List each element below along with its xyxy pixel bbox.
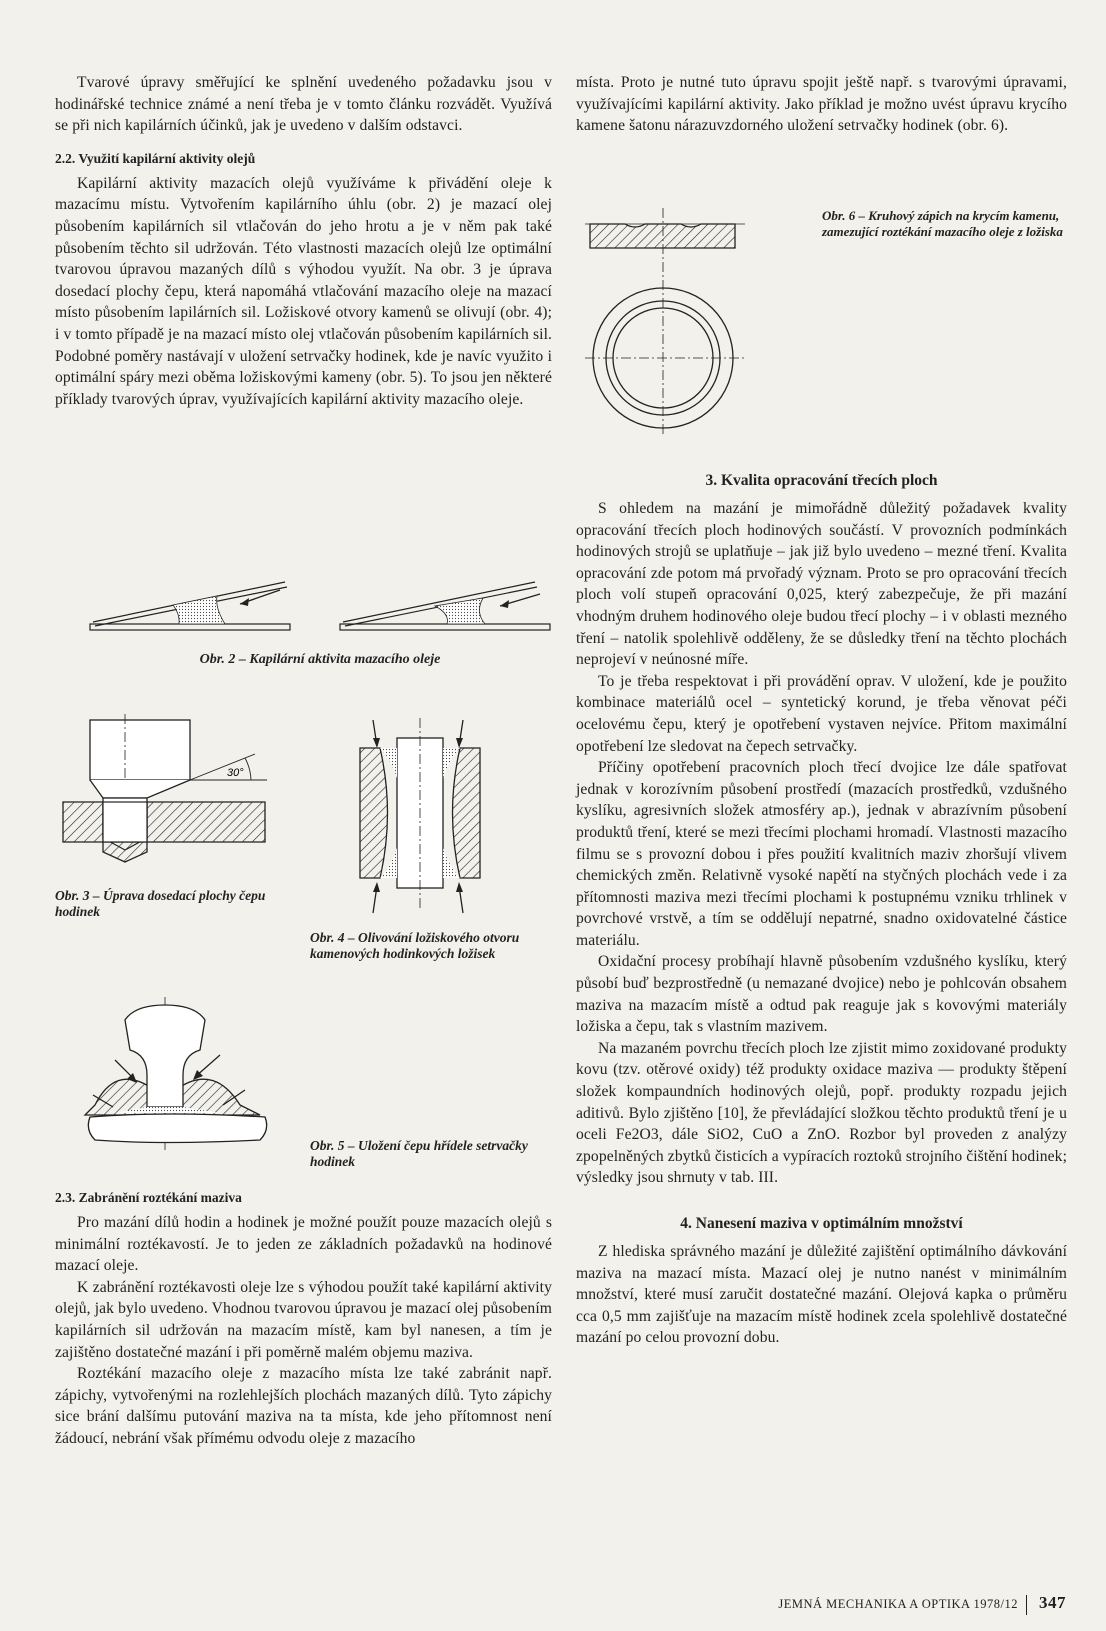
right-column xyxy=(576,72,1067,137)
page-number: 347 xyxy=(1039,1593,1066,1612)
figure-2 xyxy=(85,578,555,668)
paragraph-continued: místa. Proto je nutné tuto úpravu spojit ještě např. s tvarovými úpravami, využívajícími kapilární aktivity. Jako příklad je možno uvést úpravu krycího kamene šatonu nárazuvzdorného uložení setrvačky hodinek (obr. 6). xyxy=(576,74,1067,135)
figure-5 xyxy=(55,995,295,1155)
figure-4 xyxy=(355,718,485,918)
heading-3: 3. Kvalita opracování třecích ploch xyxy=(705,472,938,489)
paragraph-2-3-a: Pro mazání dílů hodin a hodinek je možné použít pouze mazacích olejů s minimální roztékavostí. Je to jeden ze základních požadavků na hodinové mazací oleje. xyxy=(55,1214,552,1275)
page-footer xyxy=(778,1593,1066,1615)
left-column-bottom xyxy=(55,1190,552,1450)
paragraph-4: Z hlediska správného mazání je důležité zajištění optimálního dávkování maziva na mazací místa. Mazací olej je nutno nanést v minimálním množství, které musí zaručit dostatečné mazání. Olejová kapka o průměru cca 0,5 mm zajišťuje na mazacím místě hodinek zcela spolehlivě dostatečné mazání po celou provozní dobu. xyxy=(576,1243,1067,1347)
figure-6-drawing xyxy=(585,208,755,438)
figure-6 xyxy=(585,208,755,438)
paragraph-3-e: Na mazaném povrchu třecích ploch lze zjistit mimo zoxidované produkty kovu (tzv. otěrové oxidy) též produkty oxidace maziva — produkty štěpení složek kompaundních hodinových olejů, popř. produkty rozpadu jejich aditivů. Bylo zjištěno [10], že převládající složkou těchto produktů tření je u oceli Fe2O3, dále SiO2, CuO a ZnO. Rozbor byl proveden z analýzy zpopelněných zbytků čisticích a vypíracích roztoků strojního čištění hodinek; výsledky jsou shrnuty v tab. III. xyxy=(576,1039,1067,1187)
figure-3 xyxy=(55,712,305,920)
figure-5-drawing xyxy=(55,995,295,1155)
heading-2-3: 2.3. Zabránění roztékání maziva xyxy=(55,1190,242,1205)
caption-figure-5: Obr. 5 – Uložení čepu hřídele setrvačky hodinek xyxy=(310,1138,528,1169)
figure-3-angle-label: 30° xyxy=(227,767,244,779)
figure-4-drawing xyxy=(355,718,485,918)
heading-4: 4. Nanesení maziva v optimálním množství xyxy=(680,1215,963,1232)
footer-divider xyxy=(1026,1595,1027,1615)
journal-name: JEMNÁ MECHANIKA A OPTIKA 1978/12 xyxy=(778,1597,1018,1611)
left-column xyxy=(55,72,552,410)
paragraph-3-d: Oxidační procesy probíhají hlavně působením vzdušného kyslíku, který působí buď bezprostředně (u nemazané dvojice) nebo je pohlcován obsahem maziva na mazacím místě a odtud pak reaguje jak s kovovými materiály ložiska a čepu, tak s vlastním mazivem. xyxy=(576,953,1067,1036)
paragraph-2-3-c: Roztékání mazacího oleje z mazacího místa lze také zabránit např. zápichy, vytvořenými na rozlehlejších plochách mazaných dílů. Tyto zápichy sice brání dalšímu putování maziva na ta místa, kde jeho přítomnost není žádoucí, nebrání však přímému odvodu oleje z mazacího xyxy=(55,1365,552,1447)
caption-figure-3: Obr. 3 – Úprava dosedací plochy čepu hodinek xyxy=(55,888,266,919)
caption-figure-2: Obr. 2 – Kapilární aktivita mazacího oleje xyxy=(199,652,441,667)
caption-figure-6: Obr. 6 – Kruhový zápich na krycím kamenu, zamezující roztékání mazacího oleje z ložiska xyxy=(822,208,1063,239)
caption-figure-4: Obr. 4 – Olivování ložiskového otvoru kamenových hodinkových ložisek xyxy=(310,930,520,961)
figure-2-drawing xyxy=(85,578,555,650)
paragraph-intro: Tvarové úpravy směřující ke splnění uvedeného požadavku jsou v hodinářské technice známé a není třeba je v tomto článku rozvádět. Využívá se při nich kapilárních účinků, jak je uvedeno v dalším odstavci. xyxy=(55,74,552,135)
paragraph-3-a: S ohledem na mazání je mimořádně důležitý požadavek kvality opracování třecích ploch hodinových součástí. V provozních podmínkách hodinových strojů se uplatňuje – jak již bylo uvedeno – mezné tření. Kvalita opracování zde potom má prvořadý význam. Proto se pro opracování třecích ploch volí stupeň opracování 0,025, který zabezpečuje, že při mazání vhodným druhem hodinového oleje budou třecí plochy – i v oblasti mezného tření – natolik spolehlivě odděleny, že se důsledky tření na těchto plochách neprojeví v neúnosné míře. xyxy=(576,500,1067,669)
paragraph-3-b: To je třeba respektovat i při provádění oprav. V uložení, kde je použito kombinace materiálů ocel – syntetický korund, je třeba věnovat péči ocelovému čepu, který je opotřebení vystaven nejvíce. Přitom maximální opotřebení lze sledovat na čepech setrvačky. xyxy=(576,672,1067,755)
paragraph-2-3-b: K zabránění roztékavosti oleje lze s výhodou použít také kapilární aktivity olejů, jak bylo uvedeno. Vhodnou tvarovou úpravou je mazací olej působením kapilárních sil udržován na mazacím místě, kam byl nanesen, a tím je zajištěno dostatečné mazání i při poměrně malém objemu maziva. xyxy=(55,1278,552,1361)
heading-2-2: 2.2. Využití kapilární aktivity olejů xyxy=(55,150,256,166)
figure-3-drawing xyxy=(55,712,305,882)
paragraph-2-2: Kapilární aktivity mazacích olejů využíváme k přivádění oleje k mazacímu místu. Vytvořením kapilárního úhlu (obr. 2) je mazací olej působením kapilárních sil vtlačován do jeho hrotu a je v něm pak také působením těchto sil udržován. Této vlastnosti mazacích olejů lze optimální tvarovou úpravou mazaných dílů s výhodou využít. Na obr. 3 je úprava dosedací plochy čepu, která napomáhá vtlačování mazacího oleje na mazací místo působením lapilárních sil. Ložiskové otvory kamenů se olivují (obr. 4); i v tomto případě je na mazací místo olej vtlačován působením kapilárních sil. Podobné poměry nastávají v uložení setrvačky hodinek, kde je navíc využito i optimální spáry mezi oběma ložiskovými kameny (obr. 5). To jsou jen některé příklady tvarových úprav, využívajících kapilární aktivity mazacího oleje. xyxy=(55,174,552,408)
paragraph-3-c: Příčiny opotřebení pracovních ploch třecí dvojice lze dále spatřovat jednak v korozívním působení prostředí (mazacích prostředků, vzdušného kyslíku, agresivních složek atmosféry ap.), jednak v abrazívním působení produktů tření, které se mezi třecími plochami hromadí. Vlastnosti mazacího filmu se s provozní dobou i přes použití kvalitních maziv zhoršují vlivem chemických změn. Relativně vysoké napětí na styčných plochách vede i za přítomnosti maziva mezi třecími plochami k postupnému vzniku trhlinek v povrchové vrstvě, a tím se oddělují nepatrné, snadno oxidovatelné částice materiálu. xyxy=(576,759,1067,949)
right-column-main xyxy=(576,452,1067,1349)
